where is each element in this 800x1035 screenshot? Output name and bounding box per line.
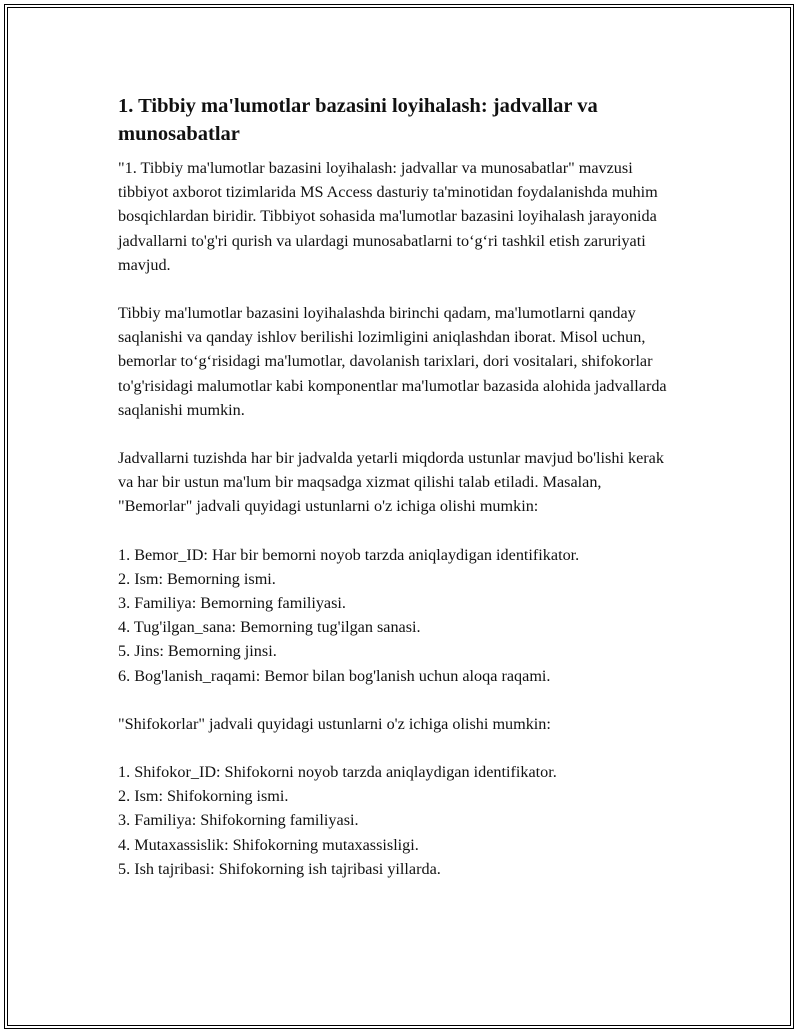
shifokorlar-intro: "Shifokorlar" jadvali quyidagi ustunlarni o'z ichiga olishi mumkin: bbox=[118, 714, 551, 733]
list-item: 3. Familiya: Shifokorning familiyasi. bbox=[118, 811, 359, 830]
shifokorlar-columns-list bbox=[118, 760, 678, 881]
list-item: 5. Jins: Bemorning jinsi. bbox=[118, 642, 277, 661]
list-item: 2. Ism: Shifokorning ismi. bbox=[118, 787, 289, 806]
document-body bbox=[118, 92, 678, 905]
list-item: 5. Ish tajribasi: Shifokorning ish tajribasi yillarda. bbox=[118, 859, 441, 878]
list-item: 1. Bemor_ID: Har bir bemorni noyob tarzda aniqlaydigan identifikator. bbox=[118, 545, 580, 564]
design-paragraph: Tibbiy ma'lumotlar bazasini loyihalashda birinchi qadam, ma'lumotlarni qanday saqlanishi va qanday ishlov berilishi lozimligini aniqlashdan iborat. Misol uchun, bemorlar to‘g‘risidagi ma'lumotlar, davolanish tarixlari, dori vositalari, shifokorlar to'g'risidagi malumotlar kabi komponentlar ma'lumotlar bazasida alohida jadvallarda saqlanishi mumkin. bbox=[118, 304, 667, 419]
section-title: 1. Tibbiy ma'lumotlar bazasini loyihalash: jadvallar va munosabatlar bbox=[118, 95, 598, 145]
list-item: 3. Familiya: Bemorning familiyasi. bbox=[118, 594, 346, 613]
list-item: 2. Ism: Bemorning ismi. bbox=[118, 569, 276, 588]
intro-paragraph: "1. Tibbiy ma'lumotlar bazasini loyihalash: jadvallar va munosabatlar" mavzusi tibbiyot axborot tizimlarida MS Access dasturiy ta'minotidan foydalanishda muhim bosqichlardan biridir. Tibbiyot sohasida ma'lumotlar bazasini loyihalash jarayonida jadvallarni to'g'ri qurish va ulardagi munosabatlarni to‘g‘ri tashkil etish zaruriyati mavjud. bbox=[118, 159, 658, 274]
bemorlar-columns-list bbox=[118, 543, 678, 688]
list-item: 6. Bog'lanish_raqami: Bemor bilan bog'lanish uchun aloqa raqami. bbox=[118, 666, 551, 685]
list-item: 4. Tug'ilgan_sana: Bemorning tug'ilgan sanasi. bbox=[118, 618, 421, 637]
tables-paragraph: Jadvallarni tuzishda har bir jadvalda yetarli miqdorda ustunlar mavjud bo'lishi kerak va har bir ustun ma'lum bir maqsadga xizmat qilishi talab etiladi. Masalan, "Bemorlar" jadvali quyidagi ustunlarni o'z ichiga olishi mumkin: bbox=[118, 449, 664, 516]
list-item: 1. Shifokor_ID: Shifokorni noyob tarzda aniqlaydigan identifikator. bbox=[118, 763, 557, 782]
list-item: 4. Mutaxassislik: Shifokorning mutaxassisligi. bbox=[118, 835, 419, 854]
